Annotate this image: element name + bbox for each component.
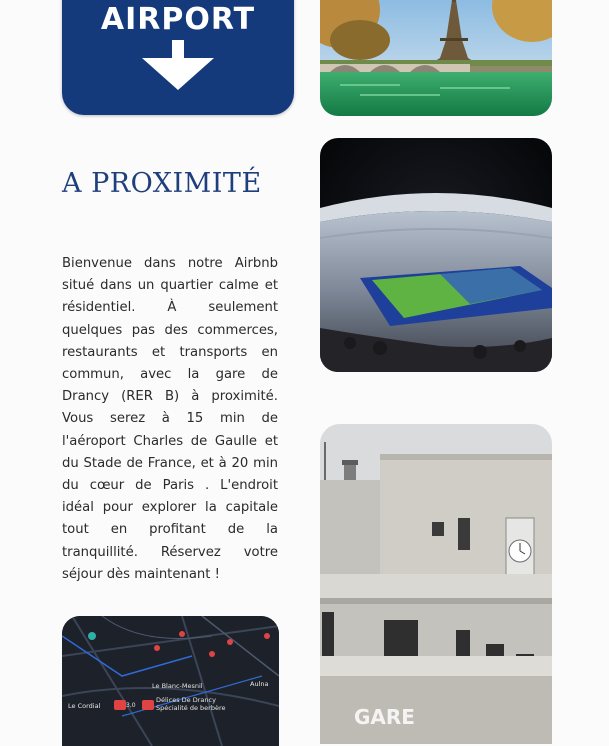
map-label-rating: 3,0 <box>126 702 136 709</box>
map-label-aulnay: Aulna <box>250 680 269 688</box>
eiffel-tower-photo <box>320 0 552 116</box>
station-illustration <box>320 424 552 744</box>
map-label-delices-sub: Spécialité de berbère <box>156 704 226 712</box>
svg-text:GARE: GARE <box>354 705 415 729</box>
map-roads <box>62 616 279 746</box>
station-photo <box>320 424 552 744</box>
section-title: A PROXIMITÉ <box>62 168 262 199</box>
eiffel-tower-illustration <box>320 0 552 116</box>
down-arrow-icon <box>140 40 216 92</box>
airport-sign <box>62 0 294 115</box>
airport-sign-text: AIRPORT <box>100 2 256 37</box>
stadium-illustration <box>320 138 552 372</box>
map-thumbnail[interactable] <box>62 616 279 746</box>
description-text: Bienvenue dans notre Airbnb situé dans un quartier calme et résidentiel. À seulement quelques pas des commerces, restaurants et transports en commun, avec la gare de Drancy (RER B) à proximité. Vous serez à 15 min de l'aéroport Charles de Gaulle et du Stade de France, et à 20 min du cœur de Paris . L'endroit idéal pour explorer la capitale tout en profitant de la tranquillité. Réservez votre séjour dès maintenant ! <box>62 256 278 582</box>
map-label-delices: Délices De Drancy <box>156 696 216 704</box>
map-label-blanc-mesnil: Le Blanc-Mesnil <box>152 682 203 690</box>
map-label-cordial: Le Cordial <box>68 702 101 710</box>
stadium-photo <box>320 138 552 372</box>
